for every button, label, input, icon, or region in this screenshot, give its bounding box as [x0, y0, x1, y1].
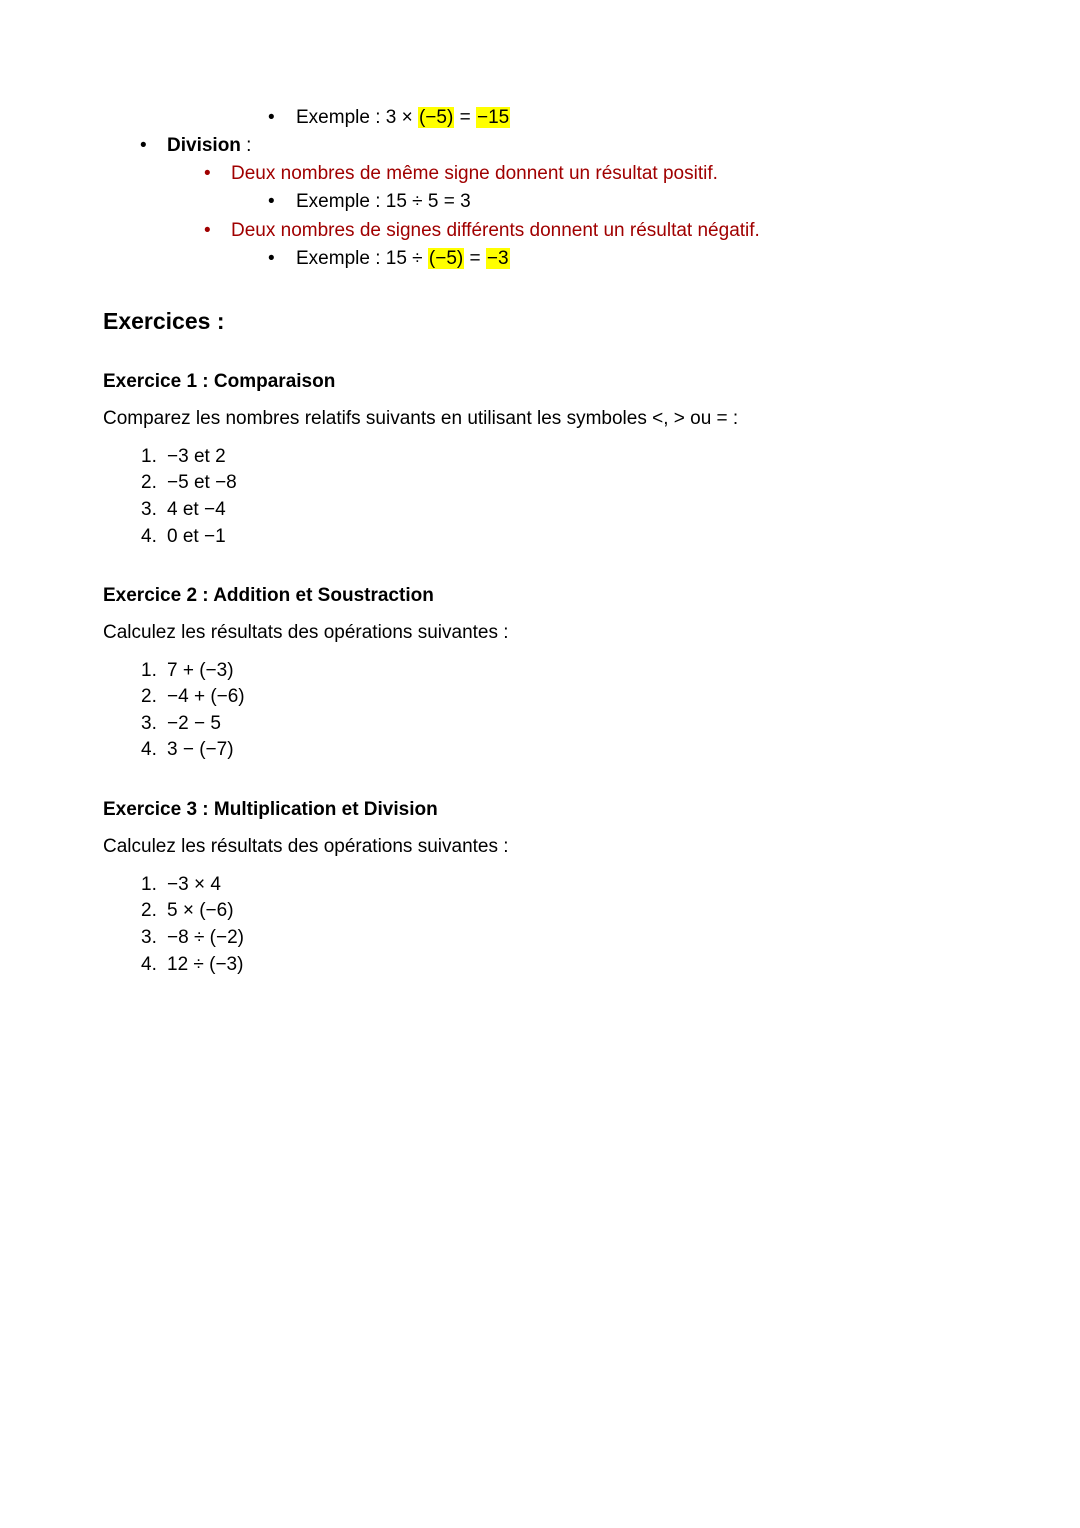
list-item: 1. −3 et 2	[141, 446, 226, 467]
bullet-icon: •	[268, 248, 275, 269]
list-item: 4. 0 et −1	[141, 526, 226, 547]
bullet-icon: •	[140, 135, 147, 156]
list-item: 2. −4 + (−6)	[141, 686, 245, 707]
division-heading: Division :	[167, 135, 252, 156]
list-item: 2. −5 et −8	[141, 472, 237, 493]
highlight-result: −3	[486, 248, 509, 269]
exercise-3-instruction: Calculez les résultats des opérations suivantes :	[103, 836, 509, 857]
bullet-icon: •	[204, 163, 211, 184]
list-item: 1. 7 + (−3)	[141, 660, 234, 681]
list-item: 2. 5 × (−6)	[141, 900, 234, 921]
division-example-negative: Exemple : 15 ÷ (−5) = −3	[296, 248, 509, 269]
division-rule-different-sign: Deux nombres de signes différents donnent un résultat négatif.	[231, 220, 760, 241]
exercise-3-title: Exercice 3 : Multiplication et Division	[103, 799, 438, 820]
highlight-operand: (−5)	[418, 107, 454, 128]
exercise-2-title: Exercice 2 : Addition et Soustraction	[103, 585, 434, 606]
highlight-result: −15	[476, 107, 510, 128]
bullet-icon: •	[268, 191, 275, 212]
list-item: 3. −8 ÷ (−2)	[141, 927, 244, 948]
list-item: 4. 12 ÷ (−3)	[141, 954, 244, 975]
exercises-heading: Exercices :	[103, 308, 225, 334]
division-example-positive: Exemple : 15 ÷ 5 = 3	[296, 191, 471, 212]
list-item: 1. −3 × 4	[141, 874, 221, 895]
list-item: 4. 3 − (−7)	[141, 739, 234, 760]
bullet-icon: •	[268, 107, 275, 128]
exercise-1-instruction: Comparez les nombres relatifs suivants en utilisant les symboles <, > ou = :	[103, 408, 739, 429]
bullet-icon: •	[204, 220, 211, 241]
multiplication-example-negative: Exemple : 3 × (−5) = −15	[296, 107, 510, 128]
list-item: 3. 4 et −4	[141, 499, 226, 520]
exercise-2-instruction: Calculez les résultats des opérations suivantes :	[103, 622, 509, 643]
exercise-1-title: Exercice 1 : Comparaison	[103, 371, 336, 392]
list-item: 3. −2 − 5	[141, 713, 221, 734]
highlight-operand: (−5)	[428, 248, 464, 269]
division-rule-same-sign: Deux nombres de même signe donnent un résultat positif.	[231, 163, 718, 184]
